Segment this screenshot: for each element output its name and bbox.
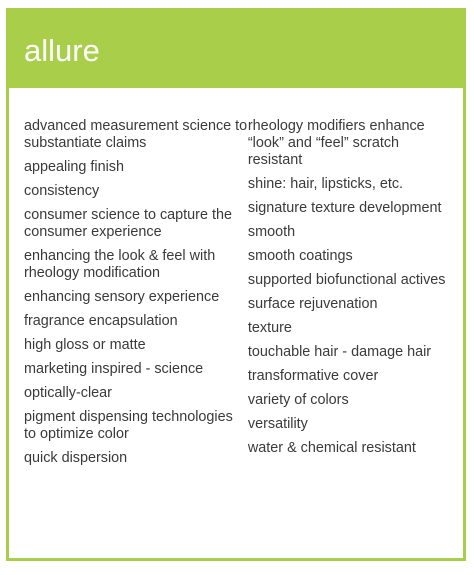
- list-item: pigment dispensing technologies to optimize color: [24, 409, 233, 442]
- list-item: fragrance encapsulation: [24, 313, 178, 329]
- list-item: optically-clear: [24, 385, 112, 401]
- list-item: rheology modifiers enhance “look” and “feel” scratch resistant: [247, 118, 425, 168]
- list-item: texture: [247, 320, 292, 336]
- list-item: appealing finish: [24, 159, 125, 175]
- list-item: shine: hair, lipsticks, etc.: [247, 176, 404, 192]
- list-item: surface rejuvenation: [247, 296, 378, 312]
- list-item: enhancing the look & feel with rheology modification: [24, 248, 216, 281]
- list-item: marketing inspired - science: [24, 361, 204, 377]
- list-item: quick dispersion: [24, 450, 128, 466]
- header-banner: [9, 11, 463, 88]
- list-item: consistency: [24, 183, 100, 199]
- list-item: water & chemical resistant: [247, 440, 416, 456]
- right-feature-list: [248, 118, 455, 474]
- list-item: versatility: [247, 416, 308, 432]
- list-item: high gloss or matte: [24, 337, 146, 353]
- list-item: advanced measurement science to substantiate claims: [24, 118, 248, 151]
- list-item: smooth coatings: [247, 248, 353, 264]
- list-item: smooth: [247, 224, 296, 240]
- allure-card: [6, 8, 466, 561]
- list-item: signature texture development: [247, 200, 442, 216]
- list-item: enhancing sensory experience: [24, 289, 220, 305]
- list-item: variety of colors: [247, 392, 349, 408]
- list-item: touchable hair - damage hair: [247, 344, 432, 360]
- left-feature-list: [24, 118, 248, 474]
- feature-columns: [24, 118, 455, 474]
- list-item: consumer science to capture the consumer experience: [24, 207, 232, 240]
- page-title: allure: [24, 33, 100, 68]
- list-item: transformative cover: [247, 368, 379, 384]
- list-item: supported biofunctional actives: [247, 272, 446, 288]
